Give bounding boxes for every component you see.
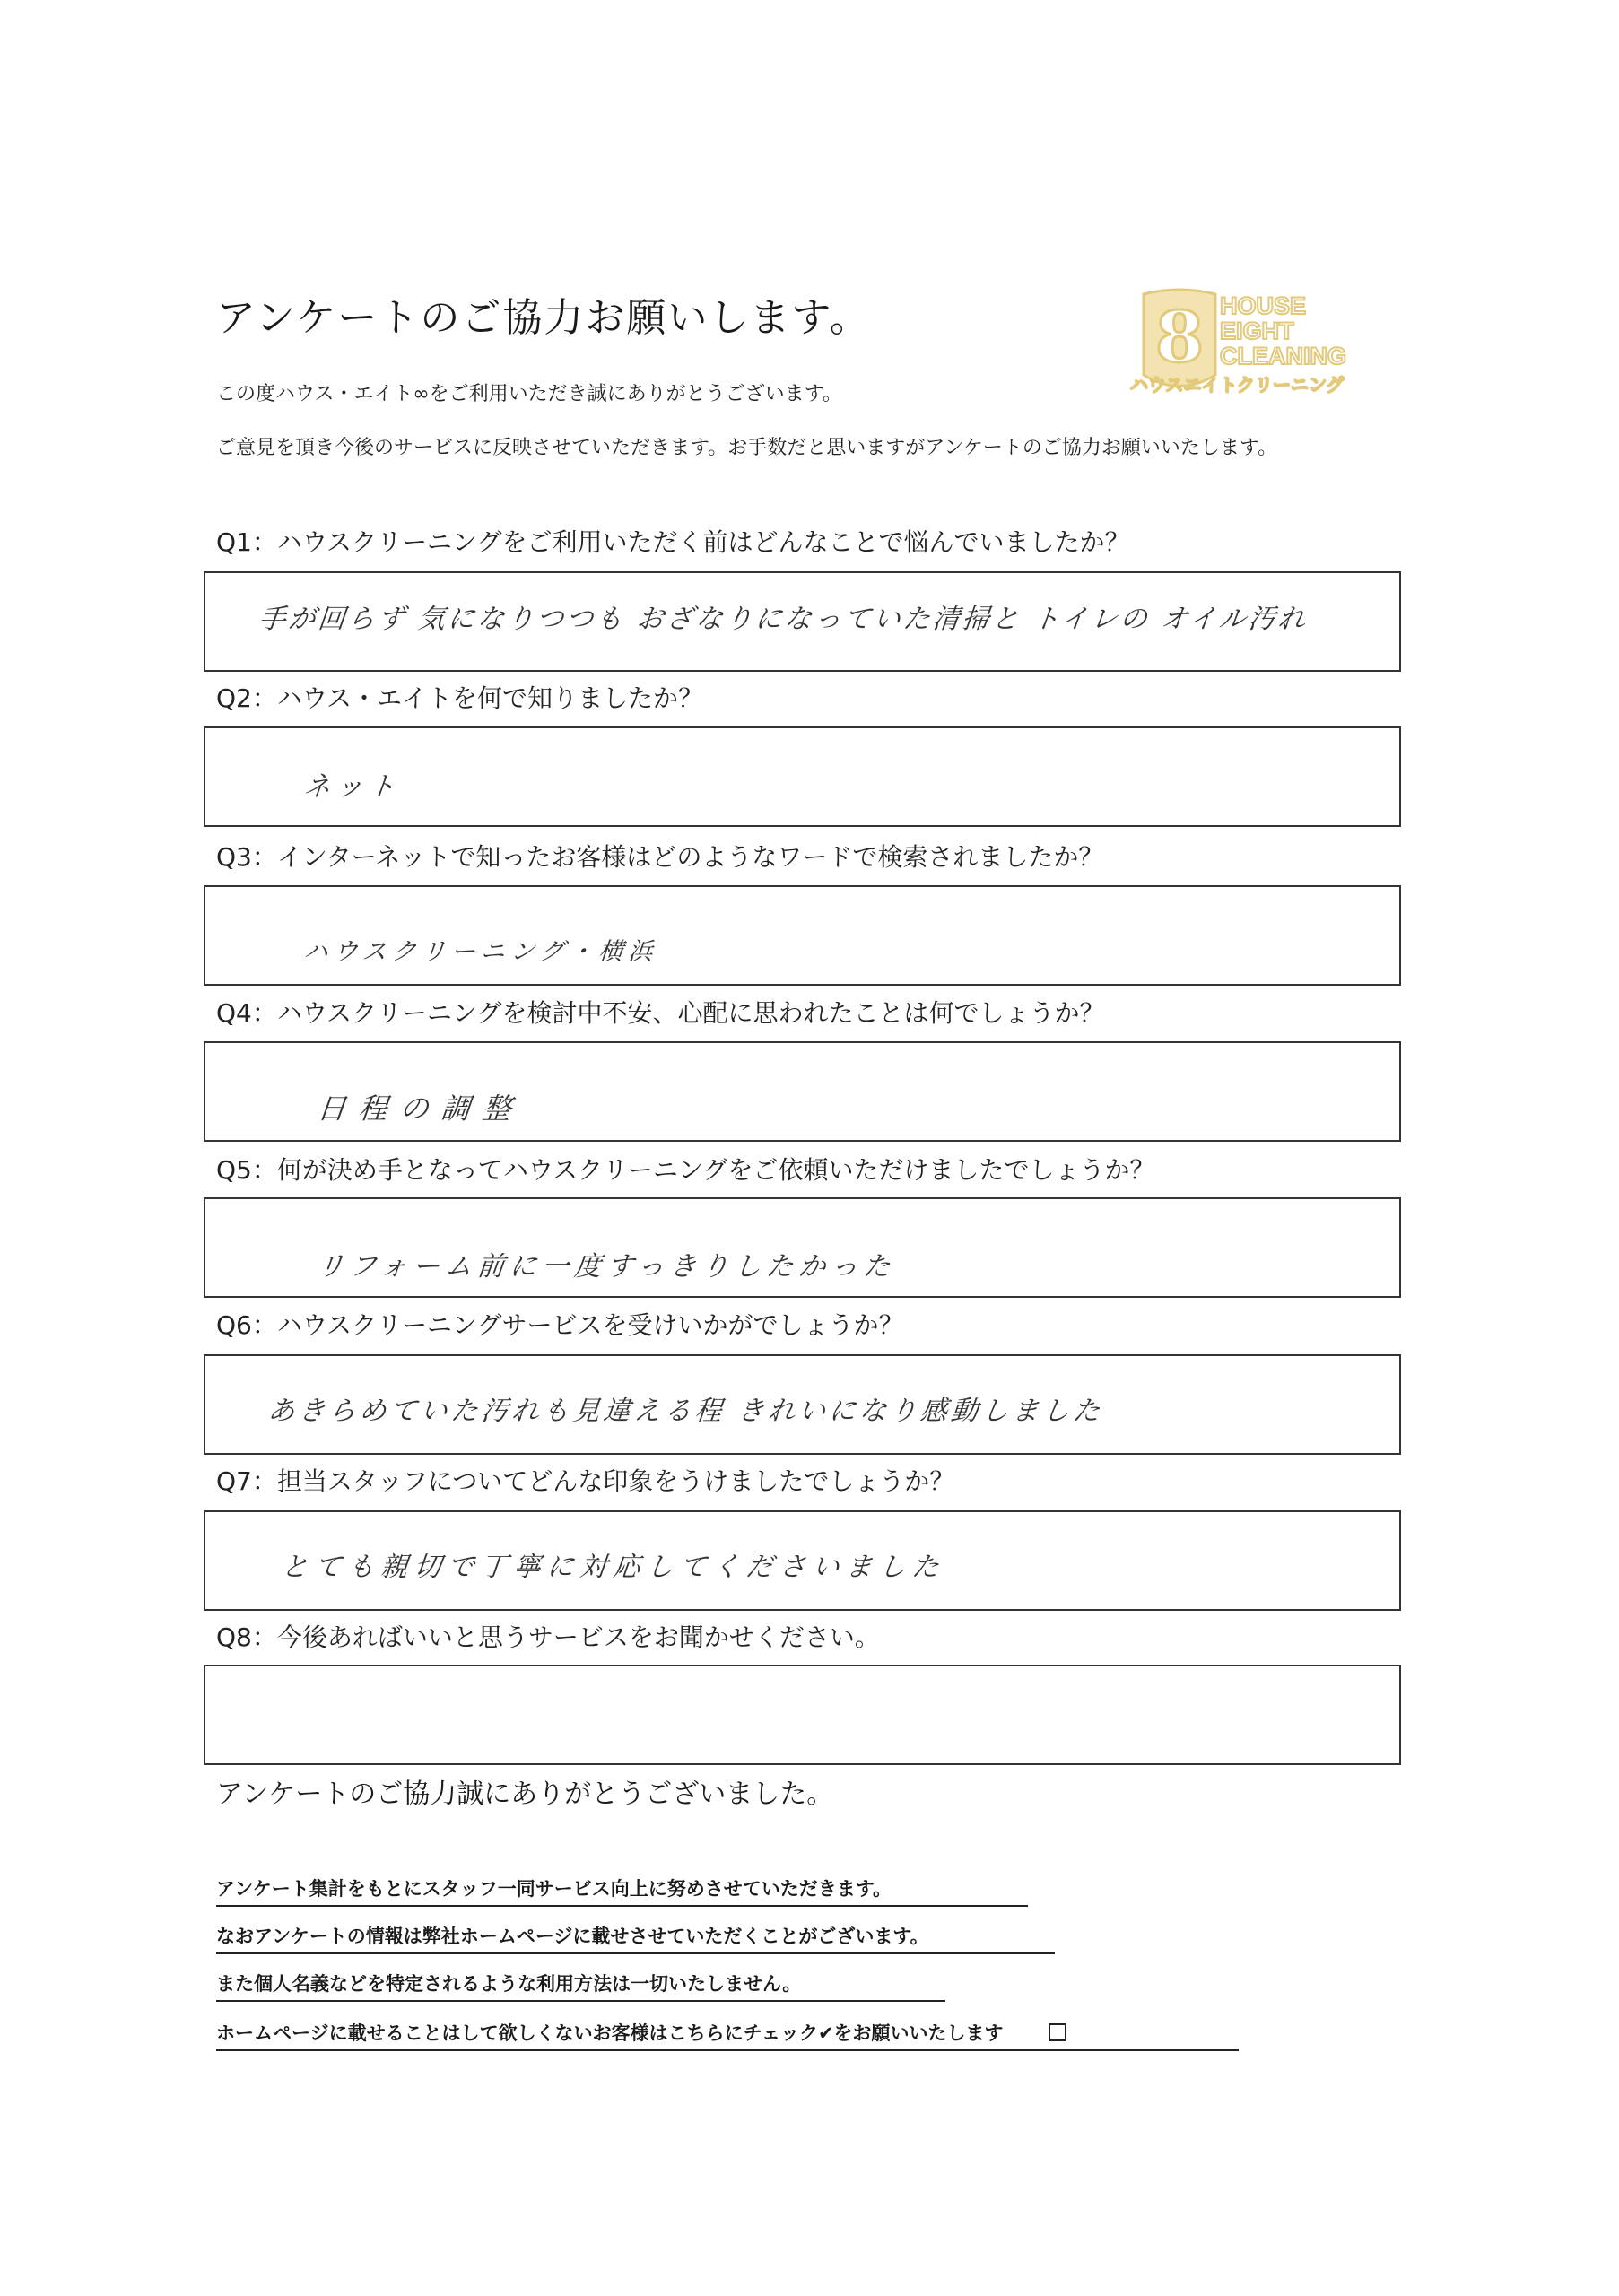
note-line-2: なおアンケートの情報は弊社ホームページに載せさせていただくことがございます。 (216, 1922, 1055, 1954)
intro-line-2: ご意見を頂き今後のサービスに反映させていただきます。お手数だと思いますがアンケートのご協力お願いいたします。 (216, 437, 1278, 459)
answer-box-8[interactable] (204, 1665, 1401, 1765)
company-logo (1126, 285, 1359, 402)
logo-line-2: EIGHT (1220, 317, 1294, 344)
logo-graphic (1126, 285, 1359, 402)
note-line-3: また個人名義などを特定されるような利用方法は一切いたしません。 (216, 1970, 945, 2002)
answer-box-4[interactable] (204, 1041, 1401, 1142)
answer-1: 手が回らず 気になりつつも おざなりになっていた清掃と トイレの オイル汚れ (257, 604, 1310, 635)
publish-opt-out-checkbox[interactable] (1049, 2023, 1066, 2041)
answer-3: ハウスクリーニング・横浜 (302, 938, 659, 966)
question-6: Q6：ハウスクリーニングサービスを受けいかがでしょうか？ (216, 1310, 904, 1340)
question-5: Q5：何が決め手となってハウスクリーニングをご依頼いただけましたでしょうか？ (216, 1155, 1155, 1185)
note-line-1: アンケート集計をもとにスタッフ一同サービス向上に努めさせていただきます。 (216, 1874, 1028, 1907)
answer-7: とても親切で丁寧に対応してくださいました (279, 1552, 947, 1583)
answer-box-2[interactable] (204, 726, 1401, 827)
logo-kana: ハウスエイトクリーニング (1130, 374, 1345, 396)
answer-box-7[interactable] (204, 1510, 1401, 1611)
note-line-4 (216, 2019, 1239, 2051)
answer-2: ネット (301, 771, 403, 803)
logo-line-3: CLEANING (1220, 343, 1346, 370)
question-4: Q4：ハウスクリーニングを検討中不安、心配に思われたことは何でしょうか？ (216, 998, 1105, 1028)
intro-line-1: この度ハウス・エイト∞をご利用いただき誠にありがとうございます。 (216, 383, 842, 405)
logo-numeral: 8 (1154, 297, 1205, 378)
closing-message: アンケートのご協力誠にありがとうございました。 (216, 1779, 834, 1810)
question-8: Q8：今後あればいいと思うサービスをお聞かせください。 (216, 1622, 880, 1652)
answer-box-1[interactable] (204, 571, 1401, 672)
answer-box-3[interactable] (204, 885, 1401, 986)
question-1: Q1：ハウスクリーニングをご利用いただく前はどんなことで悩んでいましたか？ (216, 527, 1130, 557)
question-7: Q7：担当スタッフについてどんな印象をうけましたでしょうか？ (216, 1466, 955, 1496)
question-3: Q3：インターネットで知ったお客様はどのようなワードで検索されましたか？ (216, 842, 1104, 872)
answer-6: あきらめていた汚れも見違える程 きれいになり感動しました (265, 1396, 1106, 1427)
answer-box-6[interactable] (204, 1354, 1401, 1455)
page-title: アンケートのご協力お願いします。 (216, 295, 871, 341)
answer-5: リフォーム前に一度すっきりしたかった (315, 1251, 898, 1283)
question-2: Q2：ハウス・エイトを何で知りましたか？ (216, 683, 704, 713)
answer-4: 日程の調整 (315, 1091, 526, 1126)
logo-line-1: HOUSE (1220, 292, 1307, 319)
note-line-4-text: ホームページに載せることはして欲しくないお客様はこちらにチェック✔をお願いいたします (216, 2022, 1004, 2044)
answer-box-5[interactable] (204, 1197, 1401, 1298)
